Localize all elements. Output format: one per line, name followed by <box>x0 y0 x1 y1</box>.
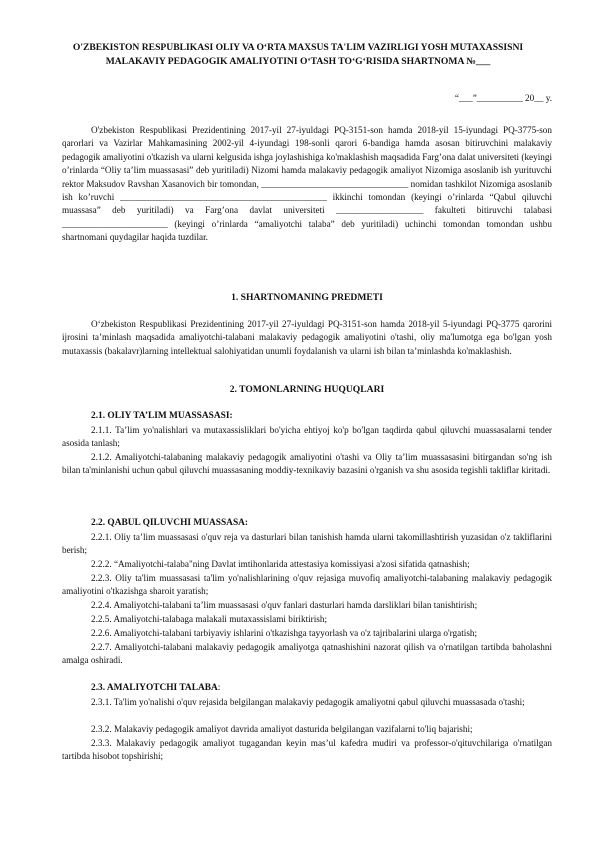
document-title: O'ZBEKISTON RESPUBLIKASI OLIY VA O‘RTA MAXSUS TA'LIM VAZIRLIGI YOSH MUTAXASSISNI MALAKAVIY PEDAGOGIK AMALIYOTINI O‘TASH TO‘G‘RISIDA SHARTNOMA №___ <box>72 42 524 67</box>
subsection-2-2-heading: 2.2. QABUL QILUVCHI MUASSASA: <box>91 518 249 528</box>
clause-2-2-2: 2.2.2. “Amaliyotchi-talaba"ning Davlat imtihonlarida attestasiya komissiyasi a'zosi sifatida qatnashish; <box>91 559 470 569</box>
subsection-2-3-heading <box>91 682 551 695</box>
clause-2-3-1: 2.3.1. Ta'lim yo'nalishi o'quv rejasida belgilangan malakaviy pedagogik amaliyotni qabul qiluvchi muassasada o'tashi; <box>91 697 525 707</box>
date-line: “___”__________ 20__ y. <box>454 93 552 103</box>
section2-heading: 2. TOMONLARNING HUQUQLARI <box>229 384 385 395</box>
clause-2-2-3: 2.2.3. Oliy ta'lim muassasasi ta'lim yo'nalishlarining o'quv rejasiga muvofiq amaliyotchi-talabaning malakaviy pedagogik amaliyotini o'tkazishga sharoit yaratish; <box>62 573 552 597</box>
clause-2-2-7: 2.2.7. Amaliyotchi-talabani malakaviy pedagogik amaliyotga qatnashishini nazorat qilish va o'rnatilgan tartibda baholashni amalga oshiradi. <box>62 642 552 666</box>
section1-paragraph: O‘zbekiston Respublikasi Prezidentining 2017-yil 27-iyuldagi PQ-3151-son hamda 2018-yil 5-iyundagi PQ-3775 qarorini ijrosini ta’minlash maqsadida amaliyotchi-talabani malakaviy pedagogik amaliyotini o'tashi, oliy ma'lumotga ega bo'lgan yosh mutaxassis (bakalavr)larning intellektual salohiyatidan unumli foydalanish va ularni ish bilan ta’minlashda ko'maklashish. <box>62 319 552 356</box>
clause-2-2-6: 2.2.6. Amaliyotchi-talabani tarbiyaviy ishlarini o'tkazishga tayyorlash va o'z tajribalarini ularga o'rgatish; <box>91 628 478 638</box>
subsection-2-3-heading-colon: : <box>217 683 221 693</box>
clause-2-3-2: 2.3.2. Malakaviy pedagogik amaliyot davrida amaliyot dasturida belgilangan vazifalarni to'liq bajarishi; <box>91 724 473 734</box>
clause-2-2-1: 2.2.1. Oliy ta’lim muassasasi o'quv reja va dasturlari bilan tanishish hamda ularni takomillashtirish yuzasidan o'z takliflarini berish; <box>62 532 552 556</box>
clause-2-3-3: 2.3.3. Malakaviy pedagogik amaliyot tugagandan keyin mas’ul kafedra mudiri va professor-o'qituvchilariga o'rnatilgan tartibda hisobot topshirishi; <box>62 738 552 762</box>
clause-2-2-5: 2.2.5. Amaliyotchi-talabaga malakali mutaxassislami biriktirish; <box>91 614 328 624</box>
intro-paragraph: O'zbekiston Respublikasi Prezidentining 2017-yil 27-iyuldagi PQ-3151-son hamda 2018-yil 15-iyundagi PQ-3775-son qarorlari va Vazirlar Mahkamasining 2002-yil 4-iyundagi 198-sonli qarori 6-bandiga hamda asosan bitiruvchini malakaviy pedagogik amaliyotini o'tkazish va ularni kelgusida ishga joylashishiga ko'maklashish maqsadida Farg’ona dalat universiteti (keyingi o’rinlarda “Oliy ta’lim muassasasi” deb yuritiladi) Nizomi hamda malakaviy pedagogik amaliyot Nizomiga asoslanib ish yurituvchi rektor Maksudov Ravshan Xasanovich bir tomondan, ________________________________ nomidan tashkilot Nizomiga asoslanib ish ko’ruvchi _____________________________________________ ikkinchi tomondan (keyingi o’rinlarda “Qabul qiluvchi muassasa” deb yuritiladi) va Farg’ona davlat universiteti ___________________ fakulteti bitiruvchi talabasi _______________________ (keyingi o’rinlarda “amaliyotchi talaba” deb yuritiladi) uchinchi tomondan tomondan ushbu shartnomani quydagilar haqida tuzdilar. <box>62 125 552 243</box>
section1-heading: 1. SHARTNOMANING PREDMETI <box>231 292 383 303</box>
clause-2-1-2: 2.1.2. Amaliyotchi-talabaning malakaviy pedagogik amaliyotini o'tashi va Oliy ta’lim muassasasini bitirgandan so'ng ish bilan ta'minlanishi uchun qabul qiluvchi muassasaning moddiy-texnikaviy bazasini o'rganish va shu asosida tegishli takliflar kiritadi. <box>62 452 552 476</box>
subsection-2-3-heading-text: 2.3. AMALIYOTCHI TALABA <box>91 683 218 693</box>
subsection-2-1-heading: 2.1. OLIY TA’LIM MUASSASASI: <box>91 411 233 421</box>
clause-2-2-4: 2.2.4. Amaliyotchi-talabani ta’lim muassasasi o'quv fanlari dasturlari hamda darsliklari bilan tanishtirish; <box>91 600 478 610</box>
clause-2-1-1: 2.1.1. Ta’lim yo'nalishlari va mutaxassisliklari bo'yicha ehtiyoj ko'p bo'lgan taqdirda qabul qiluvchi muassasalarni tender asosida tanlash; <box>62 425 552 449</box>
